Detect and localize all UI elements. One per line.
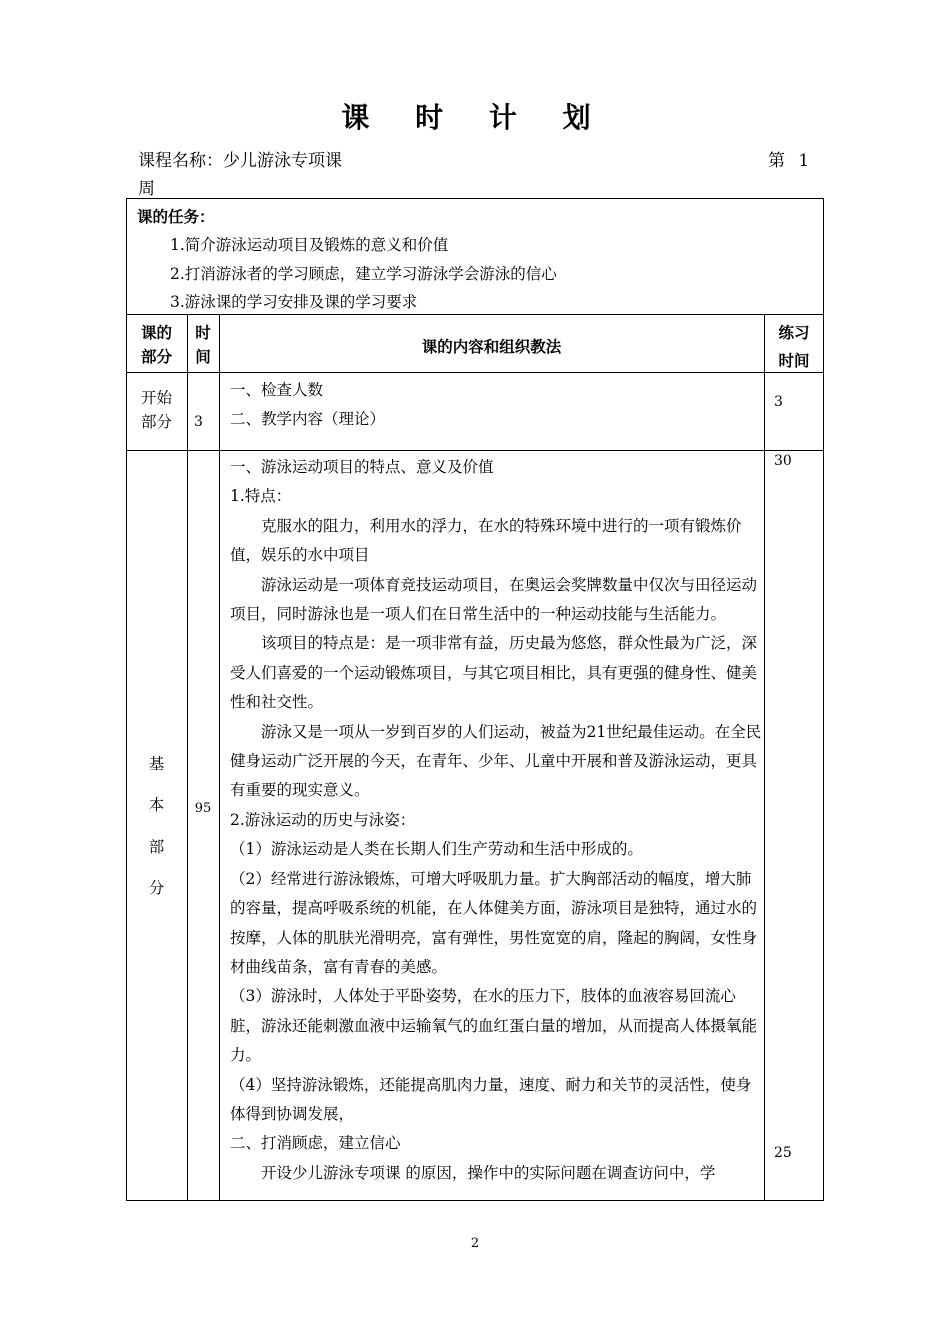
content-paragraph: 克服水的阻力，利用水的浮力，在水的特殊环境中进行的一项有锻炼价值，娱乐的水中项目 bbox=[230, 516, 742, 565]
basic-part-char: 部 bbox=[148, 838, 165, 856]
course-name: 课程名称：少儿游泳专项课 bbox=[138, 151, 342, 171]
content-paragraph: 2.游泳运动的历史与泳姿： bbox=[230, 810, 416, 829]
column-divider bbox=[187, 314, 188, 1201]
content-paragraph: 开设少儿游泳专项课 的原因，操作中的实际问题在调查访问中，学 bbox=[261, 1163, 716, 1182]
content-paragraph: （2）经常进行游泳锻炼，可增大呼吸肌力量。扩大胸部活动的幅度，增大肺的容量，提高呼吸系统的机能，在人体健美方面，游泳项目是独特，通过水的按摩，人体的肌肤光滑明亮，富有弹性，男性宽宽的肩，隆起的胸阔，女性身材曲线苗条，富有青春的美感。 bbox=[230, 869, 758, 976]
basic-part-char: 分 bbox=[148, 879, 165, 897]
header-part: 课的 bbox=[140, 323, 172, 342]
basic-part-char: 本 bbox=[148, 796, 165, 814]
content-paragraph: 二、打消顾虑，建立信心 bbox=[230, 1134, 401, 1153]
basic-content bbox=[230, 453, 762, 1188]
basic-part-char: 基 bbox=[148, 755, 165, 773]
header-time: 间 bbox=[195, 347, 211, 366]
content-paragraph: 一、游泳运动项目的特点、意义及价值 bbox=[230, 458, 494, 476]
header-part: 部分 bbox=[140, 347, 172, 366]
content-paragraph: 1.特点： bbox=[230, 487, 292, 506]
page-title: 课 时 计 划 bbox=[341, 101, 609, 134]
start-part: 部分 bbox=[140, 413, 172, 431]
start-line: 二、教学内容（理论） bbox=[230, 410, 386, 428]
content-paragraph: （1）游泳运动是人类在长期人们生产劳动和生活中形成的。 bbox=[230, 840, 643, 859]
page-number: 2 bbox=[470, 1236, 480, 1251]
task-item: 2.打消游泳者的学习顾虑，建立学习游泳学会游泳的信心 bbox=[170, 265, 557, 283]
content-paragraph: 游泳又是一项从一岁到百岁的人们运动，被益为21世纪最佳运动。在全民健身运动广泛开展的今天，在青年、少年、儿童中开展和普及游泳运动，更具有重要的现实意义。 bbox=[230, 722, 762, 800]
row-divider bbox=[126, 450, 824, 451]
content-paragraph: （3）游泳时，人体处于平卧姿势，在水的压力下，肢体的血液容易回流心脏，游泳还能刺激血液中运输氧气的血红蛋白量的增加，从而提高人体摄氧能力。 bbox=[230, 987, 758, 1065]
basic-time: 95 bbox=[194, 801, 212, 816]
start-line: 一、检查人数 bbox=[230, 381, 324, 399]
task-item: 3.游泳课的学习安排及课的学习要求 bbox=[170, 293, 418, 311]
start-part: 开始 bbox=[140, 389, 172, 407]
content-paragraph: 该项目的特点是：是一项非常有益，历史最为悠悠，群众性最为广泛，深受人们喜爱的一个运动锻炼项目，与其它项目相比，具有更强的健身性、健美性和社交性。 bbox=[230, 634, 758, 712]
column-divider bbox=[764, 314, 765, 1201]
header-practice: 练习 bbox=[778, 323, 810, 342]
content-paragraph: （4）坚持游泳锻炼，还能提高肌肉力量，速度、耐力和关节的灵活性，使身体得到协调发展， bbox=[230, 1075, 752, 1123]
header-practice: 时间 bbox=[778, 351, 810, 370]
header-content: 课的内容和组织教法 bbox=[421, 337, 562, 356]
week-unit: 周 bbox=[138, 179, 155, 199]
column-divider bbox=[219, 314, 220, 1201]
task-item: 1.简介游泳运动项目及锻炼的意义和价值 bbox=[170, 236, 449, 254]
basic-practice-time: 25 bbox=[774, 1145, 792, 1161]
content-paragraph: 游泳运动是一项体育竞技运动项目，在奥运会奖牌数量中仅次与田径运动项目，同时游泳也是一项人们在日常生活中的一种运动技能与生活能力。 bbox=[230, 575, 758, 624]
basic-practice-time: 30 bbox=[774, 453, 792, 469]
task-heading: 课的任务： bbox=[137, 207, 215, 226]
header-time: 时 bbox=[195, 323, 211, 342]
start-practice-time: 3 bbox=[774, 394, 783, 410]
row-divider bbox=[126, 372, 824, 373]
start-time: 3 bbox=[194, 414, 203, 430]
week-number: 第 1 bbox=[768, 151, 814, 171]
